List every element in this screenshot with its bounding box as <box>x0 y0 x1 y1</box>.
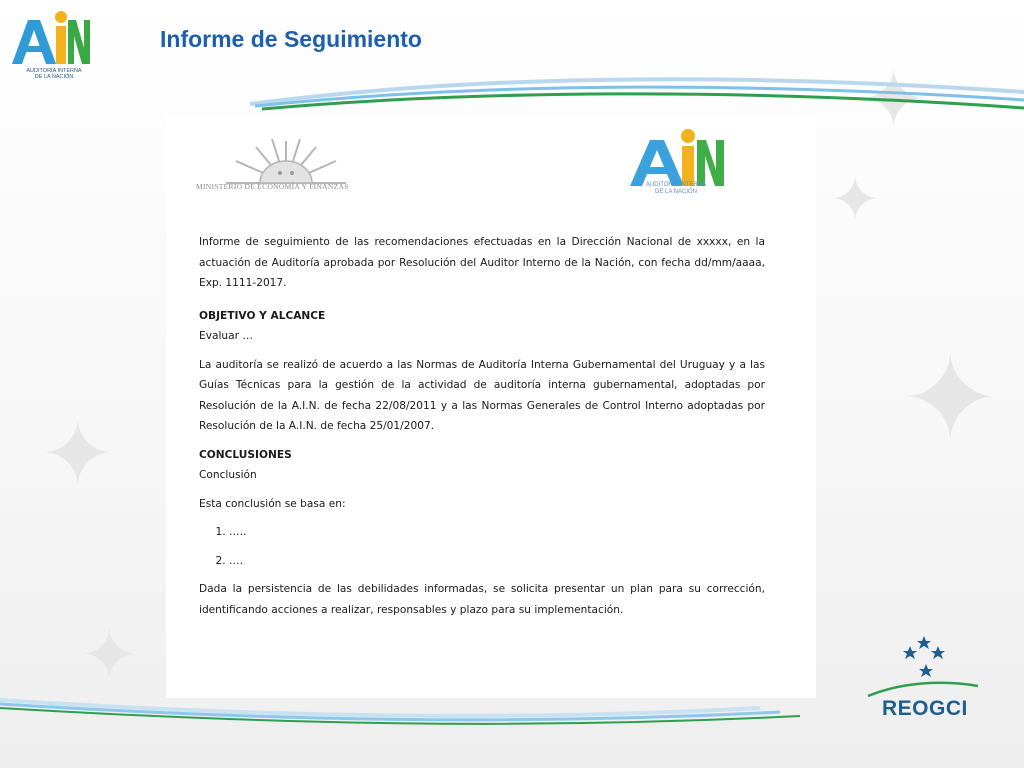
document-ain-caption-line1: AUDITORÍA INTERNA <box>645 182 707 188</box>
basis-list <box>199 522 765 571</box>
objective-heading: OBJETIVO Y ALCANCE <box>199 309 326 322</box>
background-sparkle: ✦ <box>860 53 928 146</box>
slide-title: Informe de Seguimiento <box>160 26 422 52</box>
background-sparkle: ✦ <box>40 402 116 507</box>
ain-logo-caption-line1: AUDITORÍA INTERNA <box>26 68 82 74</box>
ain-logo-mark <box>10 6 90 66</box>
ain-logo-caption-line2: DE LA NACIÓN <box>34 74 74 80</box>
conclusion-text: Conclusión <box>199 469 257 481</box>
basis-text: Esta conclusión se basa en: <box>199 497 346 510</box>
objective-text: Evaluar … <box>199 330 253 342</box>
list-item: 1. ….. <box>229 522 765 543</box>
reogci-stars-icon <box>862 630 982 700</box>
list-item: 2. …. <box>229 551 765 572</box>
ain-logo-caption <box>24 68 84 80</box>
document-ain-caption-line2: DE LA NACIÓN <box>654 189 697 195</box>
document-ain-caption <box>626 182 726 196</box>
reogci-brand: REOGCI <box>882 697 968 720</box>
closing-paragraph: Dada la persistencia de las debilidades informadas, se solicita presentar un plan para su corrección, identificando acciones a realizar, responsables y plazo para su implementación. <box>199 583 765 616</box>
document-ain-logo <box>626 126 726 214</box>
document-page <box>166 116 816 698</box>
ain-logo <box>10 6 90 80</box>
ministry-caption: MINISTERIO DE ECONOMÍA Y FINANZAS <box>196 182 349 191</box>
document-ain-logo-mark <box>626 126 726 188</box>
document-body <box>199 232 765 620</box>
reogci-logo <box>862 630 982 730</box>
intro-paragraph: Informe de seguimiento de las recomendaciones efectuadas en la Dirección Nacional de xxxxx, en la actuación de Auditoría aprobada por Resolución del Auditor Interno de la Nación, con fecha dd/mm/aaaa, Exp. 1111-2017. <box>199 236 765 289</box>
background-sparkle: ✦ <box>830 165 881 235</box>
background-sparkle: ✦ <box>900 330 1001 469</box>
background-sparkle: ✦ <box>80 614 139 696</box>
conclusions-heading: CONCLUSIONES <box>199 448 292 461</box>
standards-paragraph: La auditoría se realizó de acuerdo a las Normas de Auditoría Interna Gubernamental del Uruguay y a las Guías Técnicas para la gestión de la actividad de auditoría interna gubernamental, adoptadas por Resolución de la A.I.N. de fecha 22/08/2011 y a las Normas Generales de Control Interno adoptadas por Resolución de la A.I.N. de fecha 25/01/2007. <box>199 358 765 432</box>
